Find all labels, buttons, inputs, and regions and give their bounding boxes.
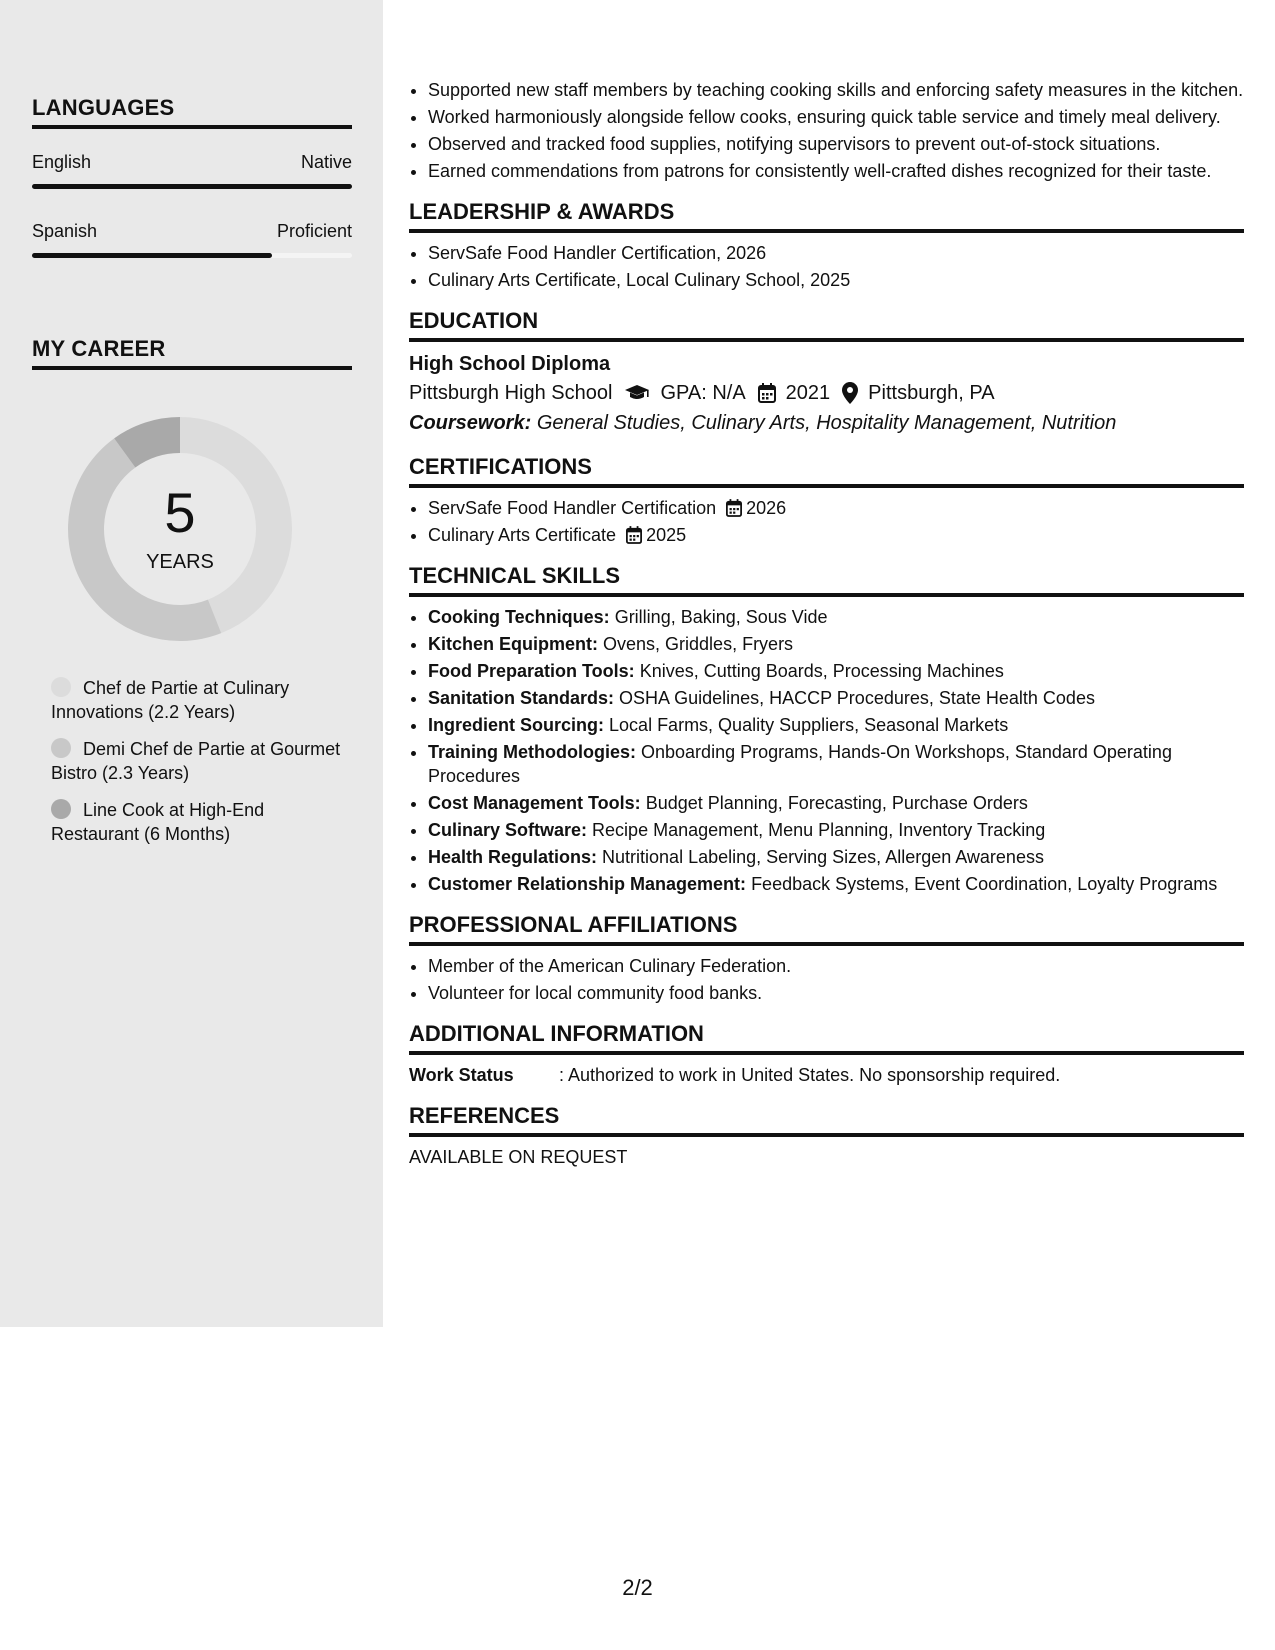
- skill-item: [428, 818, 1244, 842]
- career-item-text: Demi Chef de Partie at Gourmet Bistro (2.3 Years): [51, 739, 341, 783]
- leadership-list: [409, 241, 1244, 292]
- skill-item: [428, 845, 1244, 869]
- skill-item: [428, 632, 1244, 656]
- skill-value: Onboarding Programs, Hands-On Workshops, Standard Operating Procedures: [428, 742, 1172, 786]
- skill-item: [428, 659, 1244, 683]
- skill-value: Feedback Systems, Event Coordination, Loyalty Programs: [751, 874, 1218, 894]
- skill-label: Training Methodologies:: [428, 742, 636, 762]
- skill-item: [428, 713, 1244, 737]
- certifications-list: [409, 496, 1244, 547]
- skill-label: Ingredient Sourcing:: [428, 715, 605, 735]
- certification-name: ServSafe Food Handler Certification: [428, 498, 717, 518]
- skill-value: Knives, Cutting Boards, Processing Machines: [639, 661, 1004, 681]
- skill-label: Kitchen Equipment:: [428, 634, 598, 654]
- skill-item: [428, 791, 1244, 815]
- affiliations-title: PROFESSIONAL AFFILIATIONS: [409, 912, 1244, 946]
- additional-title: ADDITIONAL INFORMATION: [409, 1021, 1244, 1055]
- calendar-icon: [726, 499, 742, 517]
- career-years-number: 5: [164, 481, 196, 544]
- career-item: [51, 737, 351, 785]
- sidebar: [0, 0, 383, 1327]
- skills-title: TECHNICAL SKILLS: [409, 563, 1244, 597]
- affiliation-item: • Volunteer for local community food banks.: [428, 981, 1244, 1005]
- career-item-text: Line Cook at High-End Restaurant (6 Months): [51, 800, 265, 844]
- career-item: [51, 798, 351, 846]
- language-name: Spanish: [32, 221, 98, 241]
- education-title: EDUCATION: [409, 308, 1244, 342]
- skill-label: Health Regulations:: [428, 847, 598, 867]
- experience-bullet: • Supported new staff members by teaching cooking skills and enforcing safety measures in the kitchen.: [428, 78, 1244, 102]
- language-level: Native: [300, 152, 352, 172]
- language-bar-spanish: [32, 253, 352, 258]
- skill-label: Customer Relationship Management:: [428, 874, 747, 894]
- legend-dot: [51, 677, 71, 697]
- language-bar-english: [32, 184, 352, 189]
- skill-label: Cooking Techniques:: [428, 607, 610, 627]
- skill-value: Local Farms, Quality Suppliers, Seasonal Markets: [609, 715, 1009, 735]
- additional-row: [409, 1063, 1244, 1087]
- career-legend: [51, 676, 351, 859]
- career-title: MY CAREER: [32, 336, 352, 370]
- language-name: English: [32, 152, 92, 172]
- leadership-item: • Culinary Arts Certificate, Local Culinary School, 2025: [428, 268, 1244, 292]
- education-gpa: GPA: N/A: [660, 382, 746, 404]
- location-pin-icon: [842, 382, 858, 404]
- work-status-label: Work Status: [409, 1065, 514, 1085]
- affiliation-item: • Member of the American Culinary Federation.: [428, 954, 1244, 978]
- references-text: AVAILABLE ON REQUEST: [409, 1147, 628, 1167]
- language-row-english: [32, 152, 352, 173]
- certification-item: [428, 496, 1244, 520]
- skill-label: Sanitation Standards:: [428, 688, 615, 708]
- affiliations-list: [409, 954, 1244, 1005]
- skill-value: OSHA Guidelines, HACCP Procedures, State Health Codes: [619, 688, 1095, 708]
- page-number: 2/2: [622, 1575, 653, 1600]
- graduation-cap-icon: [624, 383, 650, 403]
- coursework-text: General Studies, Culinary Arts, Hospitality Management, Nutrition: [536, 412, 1117, 434]
- calendar-icon: [758, 383, 776, 403]
- skill-value: Recipe Management, Menu Planning, Inventory Tracking: [592, 820, 1046, 840]
- education-year: 2021: [785, 382, 831, 404]
- skills-list: [409, 605, 1244, 896]
- experience-bullet: • Earned commendations from patrons for consistently well-crafted dishes recognized for their taste.: [428, 159, 1244, 183]
- career-item-text: Chef de Partie at Culinary Innovations (2.2 Years): [51, 678, 290, 722]
- career-item: [51, 676, 351, 724]
- skill-item: [428, 686, 1244, 710]
- experience-bullets: [409, 78, 1244, 183]
- coursework-label: Coursework:: [409, 412, 532, 434]
- skill-value: Ovens, Griddles, Fryers: [603, 634, 794, 654]
- leadership-title: LEADERSHIP & AWARDS: [409, 199, 1244, 233]
- skill-item: [428, 605, 1244, 629]
- skill-value: Grilling, Baking, Sous Vide: [614, 607, 828, 627]
- education-location: Pittsburgh, PA: [868, 382, 995, 404]
- skill-label: Culinary Software:: [428, 820, 588, 840]
- certification-item: [428, 523, 1244, 547]
- certification-name: Culinary Arts Certificate: [428, 525, 617, 545]
- language-bar-fill: [32, 184, 352, 189]
- references-title: REFERENCES: [409, 1103, 1244, 1137]
- legend-dot: [51, 738, 71, 758]
- skill-item: [428, 872, 1244, 896]
- education-degree: High School Diploma: [409, 353, 611, 375]
- work-status-value: : Authorized to work in United States. No sponsorship required.: [559, 1065, 1061, 1085]
- skill-item: [428, 740, 1244, 788]
- languages-title: LANGUAGES: [32, 95, 352, 129]
- legend-dot: [51, 799, 71, 819]
- career-years-label: YEARS: [146, 551, 214, 573]
- certification-year: 2025: [646, 525, 687, 545]
- certification-year: 2026: [746, 498, 787, 518]
- language-bar-fill: [32, 253, 272, 258]
- education-school: Pittsburgh High School: [409, 382, 613, 404]
- main-content: [409, 78, 1244, 1169]
- leadership-item: • ServSafe Food Handler Certification, 2026: [428, 241, 1244, 265]
- language-level: Proficient: [276, 221, 352, 241]
- language-row-spanish: [32, 221, 352, 242]
- experience-bullet: • Observed and tracked food supplies, notifying supervisors to prevent out-of-stock situations.: [428, 132, 1244, 156]
- skill-value: Budget Planning, Forecasting, Purchase Orders: [645, 793, 1028, 813]
- experience-bullet: • Worked harmoniously alongside fellow cooks, ensuring quick table service and timely meal delivery.: [428, 105, 1244, 129]
- education-details: [409, 378, 1244, 408]
- certifications-title: CERTIFICATIONS: [409, 454, 1244, 488]
- skill-value: Nutritional Labeling, Serving Sizes, Allergen Awareness: [602, 847, 1044, 867]
- skill-label: Cost Management Tools:: [428, 793, 641, 813]
- education-coursework: [409, 408, 1244, 438]
- skill-label: Food Preparation Tools:: [428, 661, 635, 681]
- calendar-icon: [626, 526, 642, 544]
